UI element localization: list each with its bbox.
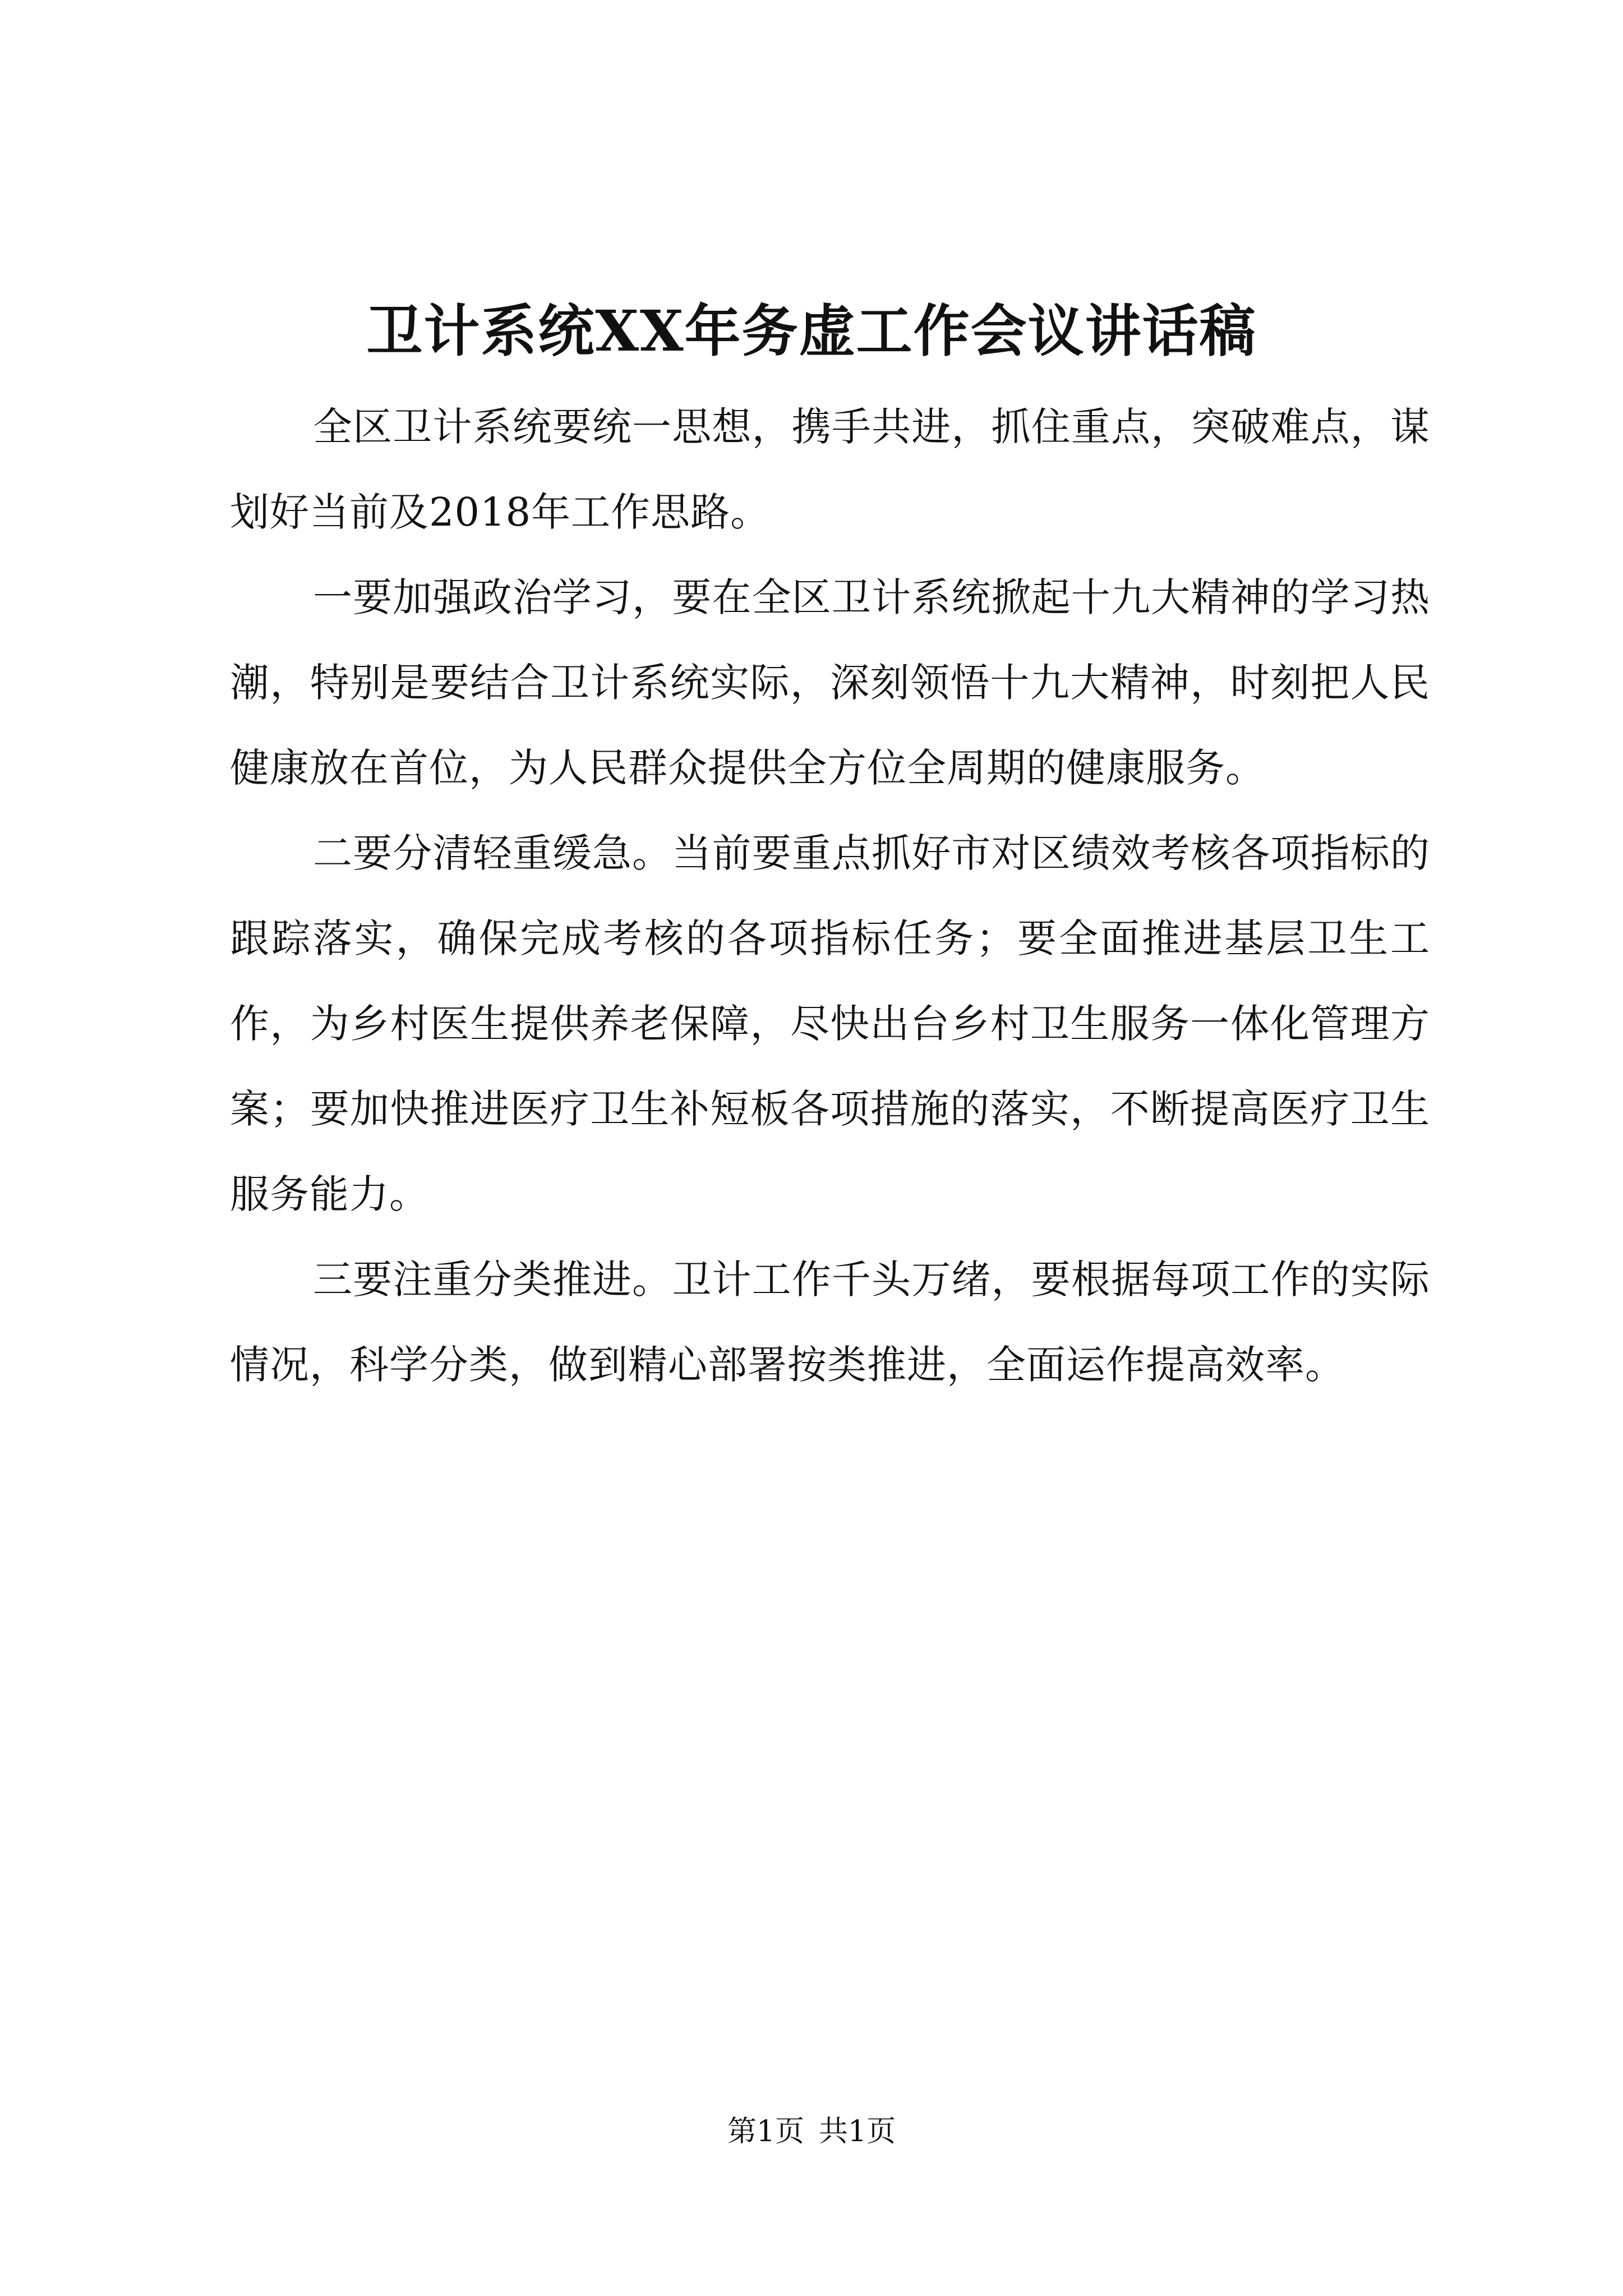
paragraph-point-two: 二要分清轻重缓急。当前要重点抓好市对区绩效考核各项指标的跟踪落实，确保完成考核的各项指标任务；要全面推进基层卫生工作，为乡村医生提供养老保障，尽快出台乡村卫生服务一体化管理方案；要加快推进医疗卫生补短板各项措施的落实，不断提高医疗卫生服务能力。 (230, 830, 1430, 1217)
page-number: 第1页 (727, 2115, 804, 2148)
document-body (230, 384, 1430, 1407)
paragraph-point-one: 一要加强政治学习，要在全区卫计系统掀起十九大精神的学习热潮，特别是要结合卫计系统实际，深刻领悟十九大精神，时刻把人民健康放在首位，为人民群众提供全方位全周期的健康服务。 (230, 574, 1430, 791)
page-footer (0, 2109, 1623, 2154)
paragraph-intro: 全区卫计系统要统一思想，携手共进，抓住重点，突破难点，谋划好当前及2018年工作思路。 (230, 404, 1430, 535)
paragraph-point-three: 三要注重分类推进。卫计工作千头万绪，要根据每项工作的实际情况，科学分类，做到精心部署按类推进，全面运作提高效率。 (230, 1257, 1430, 1388)
document-title: 卫计系统XX年务虚工作会议讲话稿 (366, 298, 1257, 364)
page-total: 共1页 (819, 2115, 896, 2148)
